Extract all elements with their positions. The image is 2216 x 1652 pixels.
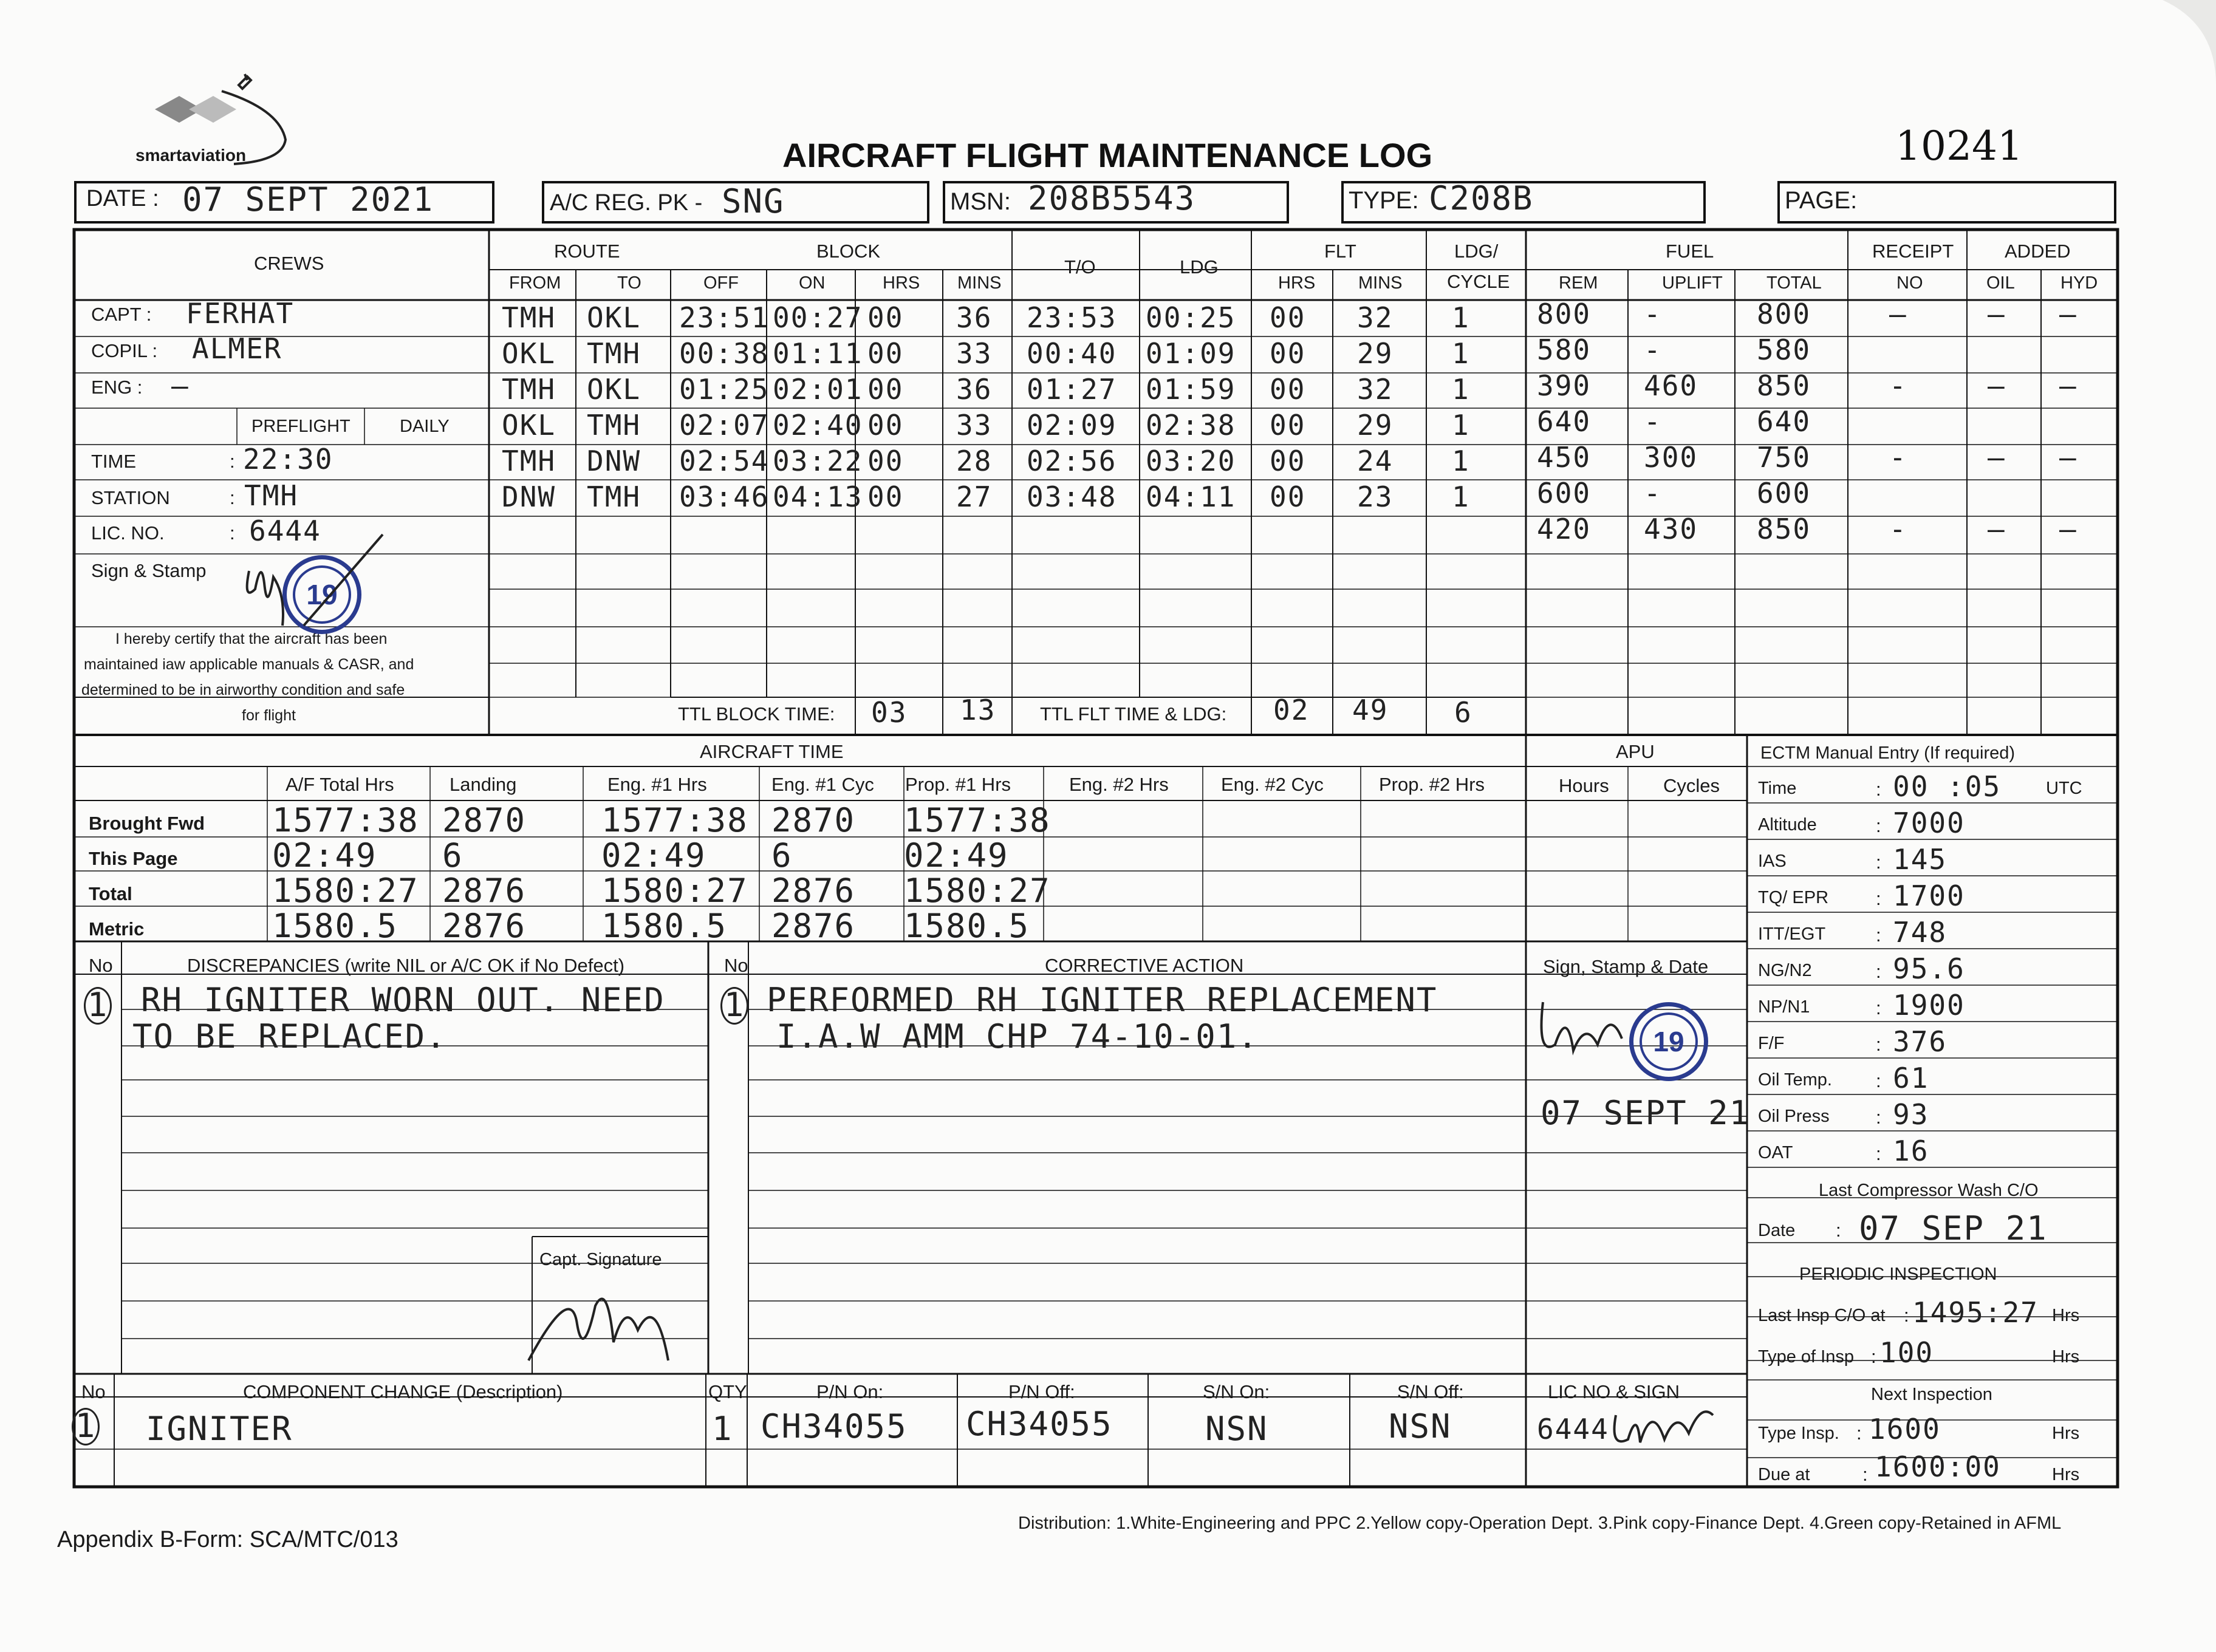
flight-ldg: 04:11 — [1146, 480, 1236, 513]
capt-value: FERHAT — [186, 297, 295, 330]
aircraft-time-header: Prop. #2 Hrs — [1379, 774, 1485, 795]
periodic-title: PERIODIC INSPECTION — [1799, 1265, 1997, 1284]
flight-mins: 33 — [956, 337, 993, 370]
col-crews: CREWS — [254, 253, 324, 274]
flight-flt_hrs: 00 — [1270, 445, 1306, 477]
flight-cycle: 1 — [1452, 373, 1470, 406]
col-from: FROM — [509, 273, 561, 293]
col-flt: FLT — [1324, 241, 1356, 262]
aircraft-time-header: A/F Total Hrs — [286, 774, 394, 795]
aircraft-time-value: 6 — [442, 836, 463, 875]
ectm-value: 00 :05 — [1893, 770, 2002, 803]
fuel-uplift: - — [1644, 405, 1662, 438]
flight-takeoff: 01:27 — [1027, 373, 1117, 406]
aircraft-time-label: AIRCRAFT TIME — [700, 741, 844, 762]
wash-date-colon: : — [1836, 1220, 1841, 1241]
flight-cycle: 1 — [1452, 409, 1470, 442]
msn-value: 208B5543 — [1028, 179, 1196, 217]
daily-label: DAILY — [400, 417, 450, 436]
comp-sn-on: NSN — [1205, 1410, 1268, 1448]
flight-flt_hrs: 00 — [1270, 301, 1306, 334]
flight-flt_hrs: 00 — [1270, 480, 1306, 513]
fuel-hyd: — — [2059, 298, 2078, 330]
ectm-colon: : — [1876, 924, 1881, 946]
flight-from: OKL — [502, 337, 556, 370]
capt-signature-label: Capt. Signature — [539, 1250, 662, 1269]
flight-hrs: 00 — [867, 373, 904, 406]
ectm-label: Time — [1758, 779, 1797, 798]
flight-hrs: 00 — [867, 480, 904, 513]
date-label: DATE : — [86, 186, 159, 211]
flight-ldg: 01:09 — [1146, 337, 1236, 370]
fuel-total: 850 — [1757, 513, 1811, 545]
corr-header: CORRECTIVE ACTION — [1045, 955, 1244, 976]
col-fuel: FUEL — [1666, 241, 1714, 262]
type-insp-label: Type of Insp — [1758, 1347, 1854, 1367]
ectm-colon: : — [1876, 779, 1881, 800]
flight-takeoff: 00:40 — [1027, 337, 1117, 370]
fuel-total: 580 — [1757, 333, 1811, 366]
last-insp-label: Last Insp C/O at — [1758, 1306, 1886, 1325]
distribution-note: Distribution: 1.White-Engineering and PPC 2.Yellow copy-Operation Dept. 3.Pink copy-Finance Dept. 4.Green copy-Retained in AFML — [1018, 1514, 2062, 1533]
comp-item-no: 1 — [72, 1408, 100, 1445]
aircraft-time-value: 1577:38 — [272, 801, 419, 839]
ectm-colon: : — [1876, 1107, 1881, 1128]
aircraft-time-header: Landing — [450, 774, 517, 795]
aircraft-time-value: 2876 — [771, 872, 856, 910]
ectm-title: ECTM Manual Entry (If required) — [1760, 743, 2016, 763]
comp-pn-off-label: P/N Off: — [1008, 1381, 1075, 1402]
ectm-value: 16 — [1893, 1135, 1929, 1167]
aircraft-time-row-label: Total — [89, 883, 132, 904]
date-value: 07 SEPT 2021 — [182, 180, 434, 219]
aircraft-time-value: 2876 — [442, 907, 527, 945]
form-title: AIRCRAFT FLIGHT MAINTENANCE LOG — [782, 136, 1433, 174]
sign-date: 07 SEPT 21 — [1541, 1094, 1751, 1132]
ectm-colon: : — [1876, 961, 1881, 982]
flight-mins: 28 — [956, 445, 993, 477]
time-value: 22:30 — [243, 443, 333, 476]
fuel-uplift: 430 — [1644, 513, 1698, 545]
last-insp-unit: Hrs — [2052, 1306, 2080, 1325]
ectm-label: OAT — [1758, 1143, 1793, 1162]
flight-to: TMH — [587, 337, 641, 370]
comp-lic-no: 6444 — [1537, 1413, 1609, 1445]
due-at-value: 1600:00 — [1875, 1450, 2001, 1483]
ectm-label: Oil Temp. — [1758, 1070, 1832, 1090]
preflight-signature — [231, 522, 389, 632]
aircraft-time-value: 2870 — [771, 801, 856, 839]
fuel-rem: 640 — [1537, 405, 1592, 438]
lic-value: 6444 — [249, 514, 321, 547]
flight-flt_mins: 24 — [1357, 445, 1394, 477]
flight-off: 23:51 — [679, 301, 770, 334]
wash-date-value: 07 SEP 21 — [1859, 1209, 2048, 1248]
ectm-unit: UTC — [2046, 779, 2082, 798]
comp-header: COMPONENT CHANGE (Description) — [243, 1381, 563, 1402]
col-off: OFF — [703, 273, 739, 293]
aircraft-time-header: Eng. #2 Cyc — [1221, 774, 1324, 795]
fuel-total: 600 — [1757, 477, 1811, 510]
ectm-colon: : — [1876, 888, 1881, 909]
col-uplift: UPLIFT — [1662, 273, 1723, 293]
reg-label: A/C REG. PK - — [550, 190, 703, 216]
col-ldg: LDG — [1180, 256, 1219, 278]
ectm-value: 748 — [1893, 916, 1948, 949]
ectm-colon: : — [1876, 1143, 1881, 1164]
station-colon: : — [230, 487, 235, 508]
col-ldg-cycle-2: CYCLE — [1447, 271, 1510, 292]
corr-line-2: I.A.W AMM CHP 74-10-01. — [776, 1017, 1259, 1056]
type-insp-value: 100 — [1879, 1336, 1934, 1369]
aircraft-time-value: 1580.5 — [272, 907, 398, 945]
flight-takeoff: 02:09 — [1027, 409, 1117, 442]
flight-hrs: 00 — [867, 445, 904, 477]
flight-to: OKL — [587, 301, 641, 334]
due-at-unit: Hrs — [2052, 1465, 2080, 1484]
eng-label: ENG : — [91, 377, 143, 398]
flight-cycle: 1 — [1452, 445, 1470, 477]
flight-hrs: 00 — [867, 337, 904, 370]
flight-to: DNW — [587, 445, 641, 477]
fuel-receipt: - — [1889, 441, 1907, 474]
aircraft-time-value: 02:49 — [272, 836, 377, 875]
next-type-value: 1600 — [1869, 1413, 1941, 1445]
disc-header: DISCREPANCIES (write NIL or A/C OK if No Defect) — [187, 955, 625, 976]
ttl-ldg: 6 — [1454, 696, 1472, 729]
col-to: TO — [617, 273, 641, 293]
aircraft-time-header: Eng. #1 Cyc — [771, 774, 874, 795]
fuel-total: 850 — [1757, 369, 1811, 402]
ectm-colon: : — [1876, 815, 1881, 836]
next-insp-title: Next Inspection — [1871, 1385, 1992, 1404]
ectm-colon: : — [1876, 1070, 1881, 1091]
flight-cycle: 1 — [1452, 301, 1470, 334]
col-block: BLOCK — [816, 241, 881, 262]
flight-mins: 27 — [956, 480, 993, 513]
due-at-label: Due at — [1758, 1465, 1810, 1484]
ttl-block-label: TTL BLOCK TIME: — [678, 703, 835, 725]
station-label: STATION — [91, 487, 170, 508]
copil-value: ALMER — [192, 332, 282, 365]
ectm-value: 145 — [1893, 843, 1948, 876]
ttl-flt-label: TTL FLT TIME & LDG: — [1040, 703, 1227, 725]
fuel-uplift: 460 — [1644, 369, 1698, 402]
comp-lic-label: LIC NO & SIGN — [1548, 1381, 1680, 1402]
flight-to: TMH — [587, 409, 641, 442]
fuel-rem: 580 — [1537, 333, 1592, 366]
ectm-value: 95.6 — [1893, 952, 1965, 985]
disc-line-1: RH IGNITER WORN OUT. NEED — [141, 981, 665, 1019]
fuel-rem: 800 — [1537, 298, 1592, 330]
flight-flt_mins: 32 — [1357, 301, 1394, 334]
col-receipt: RECEIPT — [1872, 241, 1954, 262]
next-type-colon: : — [1856, 1422, 1862, 1444]
fuel-hyd: — — [2059, 369, 2078, 402]
aircraft-time-value: 1577:38 — [601, 801, 748, 839]
ectm-label: IAS — [1758, 852, 1787, 871]
col-flt-hrs: HRS — [1278, 273, 1316, 293]
flight-flt_hrs: 00 — [1270, 373, 1306, 406]
flight-off: 01:25 — [679, 373, 770, 406]
ectm-value: 7000 — [1893, 807, 1965, 839]
flight-takeoff: 03:48 — [1027, 480, 1117, 513]
flight-ldg: 03:20 — [1146, 445, 1236, 477]
due-at-colon: : — [1862, 1464, 1868, 1485]
col-hyd: HYD — [2060, 273, 2098, 293]
company-logo — [131, 67, 307, 173]
col-route: ROUTE — [554, 241, 620, 262]
col-mins: MINS — [957, 273, 1002, 293]
sign-stamp-date-header: Sign, Stamp & Date — [1543, 956, 1709, 977]
fuel-hyd: — — [2059, 513, 2078, 545]
fuel-uplift: - — [1644, 477, 1662, 510]
aircraft-time-value: 6 — [771, 836, 793, 875]
aircraft-time-value: 02:49 — [904, 836, 1009, 875]
fuel-uplift: - — [1644, 333, 1662, 366]
flight-mins: 33 — [956, 409, 993, 442]
apu-cycles: Cycles — [1663, 775, 1720, 796]
ttl-flt-mins: 49 — [1352, 694, 1389, 726]
type-insp-unit: Hrs — [2052, 1347, 2080, 1367]
comp-sn-on-label: S/N On: — [1203, 1381, 1270, 1402]
comp-pn-off: CH34055 — [966, 1405, 1113, 1443]
copil-label: COPIL : — [91, 340, 158, 361]
flight-on: 04:13 — [773, 480, 863, 513]
fuel-oil: — — [1988, 513, 2006, 545]
ectm-colon: : — [1876, 1034, 1881, 1055]
aircraft-time-value: 1577:38 — [904, 801, 1051, 839]
flight-cycle: 1 — [1452, 337, 1470, 370]
ectm-label: Oil Press — [1758, 1107, 1830, 1126]
fuel-oil: — — [1988, 369, 2006, 402]
capt-label: CAPT : — [91, 304, 152, 325]
disc-item-no: 1 — [84, 987, 112, 1025]
ectm-value: 1900 — [1893, 989, 1965, 1022]
ectm-label: NG/N2 — [1758, 961, 1812, 980]
type-insp-colon: : — [1871, 1346, 1876, 1367]
fuel-uplift: 300 — [1644, 441, 1698, 474]
lic-colon: : — [230, 522, 235, 544]
ttl-block-mins: 13 — [960, 694, 996, 726]
comp-qty: 1 — [712, 1410, 733, 1448]
certify-line-4: for flight — [242, 707, 296, 724]
type-value: C208B — [1429, 179, 1534, 217]
last-insp-colon: : — [1904, 1305, 1909, 1326]
flight-takeoff: 23:53 — [1027, 301, 1117, 334]
comp-sn-off-label: S/N Off: — [1397, 1381, 1464, 1402]
stamp-number: 19 — [306, 579, 338, 610]
col-receipt-no: NO — [1896, 273, 1923, 293]
flight-hrs: 00 — [867, 409, 904, 442]
comp-signature — [1610, 1391, 1719, 1452]
flight-flt_hrs: 00 — [1270, 337, 1306, 370]
flight-ldg: 02:38 — [1146, 409, 1236, 442]
fuel-uplift: - — [1644, 298, 1662, 330]
comp-pn-on: CH34055 — [761, 1407, 908, 1445]
fuel-total: 640 — [1757, 405, 1811, 438]
aircraft-time-value: 02:49 — [601, 836, 706, 875]
aircraft-time-header: Eng. #1 Hrs — [607, 774, 707, 795]
flight-off: 00:38 — [679, 337, 770, 370]
ectm-label: NP/N1 — [1758, 997, 1810, 1017]
flight-to: TMH — [587, 480, 641, 513]
ectm-value: 61 — [1893, 1062, 1929, 1094]
flight-from: DNW — [502, 480, 556, 513]
col-hrs: HRS — [883, 273, 920, 293]
ectm-colon: : — [1876, 997, 1881, 1019]
apu-label: APU — [1616, 741, 1655, 762]
aircraft-time-value: 1580:27 — [904, 872, 1051, 910]
flight-flt_mins: 32 — [1357, 373, 1394, 406]
flight-flt_mins: 23 — [1357, 480, 1394, 513]
aircraft-time-header: Prop. #1 Hrs — [905, 774, 1011, 795]
flight-flt_mins: 29 — [1357, 409, 1394, 442]
corr-item-no: 1 — [720, 987, 748, 1025]
fuel-total: 750 — [1757, 441, 1811, 474]
flight-off: 02:07 — [679, 409, 770, 442]
flight-off: 02:54 — [679, 445, 770, 477]
corr-line-1: PERFORMED RH IGNITER REPLACEMENT — [767, 981, 1438, 1019]
col-rem: REM — [1559, 273, 1598, 293]
ectm-label: Altitude — [1758, 815, 1817, 835]
aircraft-time-header: Eng. #2 Hrs — [1069, 774, 1169, 795]
flight-from: TMH — [502, 301, 556, 334]
ectm-value: 1700 — [1893, 879, 1965, 912]
flight-to: OKL — [587, 373, 641, 406]
aircraft-time-row-label: Metric — [89, 918, 145, 940]
time-colon: : — [230, 451, 235, 472]
flight-flt_hrs: 00 — [1270, 409, 1306, 442]
last-insp-value: 1495:27 — [1912, 1296, 2039, 1329]
aircraft-time-value: 1580.5 — [601, 907, 728, 945]
col-on: ON — [799, 273, 826, 293]
eng-value: — — [171, 369, 190, 402]
next-type-label: Type Insp. — [1758, 1424, 1839, 1443]
flight-cycle: 1 — [1452, 480, 1470, 513]
ectm-value: 93 — [1893, 1098, 1929, 1131]
col-added: ADDED — [2005, 241, 2071, 262]
corr-no-label: No — [724, 955, 748, 976]
ttl-block-hrs: 03 — [871, 696, 908, 729]
certify-line-1: I hereby certify that the aircraft has been — [115, 630, 388, 647]
msn-label: MSN: — [950, 188, 1011, 215]
flight-ldg: 01:59 — [1146, 373, 1236, 406]
fuel-oil: — — [1988, 298, 2006, 330]
flight-on: 03:22 — [773, 445, 863, 477]
flight-on: 01:11 — [773, 337, 863, 370]
fuel-total: 800 — [1757, 298, 1811, 330]
comp-qty-label: QTY — [708, 1381, 747, 1402]
fuel-rem: 390 — [1537, 369, 1592, 402]
doc-number: 10241 — [1895, 123, 2023, 169]
page-label: PAGE: — [1785, 187, 1858, 214]
aircraft-time-value: 1580.5 — [904, 907, 1030, 945]
fuel-rem: 420 — [1537, 513, 1592, 545]
form-id: Appendix B-Form: SCA/MTC/013 — [57, 1527, 398, 1552]
flight-flt_mins: 29 — [1357, 337, 1394, 370]
time-label: TIME — [91, 451, 137, 472]
fuel-rem: 450 — [1537, 441, 1592, 474]
col-takeoff: T/O — [1064, 256, 1096, 278]
aircraft-time-value: 2870 — [442, 801, 527, 839]
disc-no-label: No — [89, 955, 113, 976]
capt-signature — [522, 1269, 692, 1373]
flight-hrs: 00 — [867, 301, 904, 334]
flight-on: 02:01 — [773, 373, 863, 406]
flight-on: 02:40 — [773, 409, 863, 442]
aircraft-time-row-label: Brought Fwd — [89, 813, 205, 834]
ectm-label: F/F — [1758, 1034, 1785, 1053]
next-type-unit: Hrs — [2052, 1424, 2080, 1443]
col-ldg-cycle-1: LDG/ — [1454, 241, 1499, 262]
flight-from: TMH — [502, 373, 556, 406]
wash-date-label: Date — [1758, 1221, 1796, 1240]
fuel-receipt: - — [1889, 369, 1907, 402]
sign-stamp-label: Sign & Stamp — [91, 560, 207, 581]
fuel-receipt: — — [1889, 298, 1907, 330]
comp-sn-off: NSN — [1389, 1407, 1452, 1445]
apu-hours: Hours — [1559, 775, 1609, 796]
ectm-colon: : — [1876, 852, 1881, 873]
aircraft-time-value: 2876 — [442, 872, 527, 910]
fuel-hyd: — — [2059, 441, 2078, 474]
flight-mins: 36 — [956, 373, 993, 406]
preflight-label: PREFLIGHT — [251, 417, 351, 436]
comp-pn-on-label: P/N On: — [816, 1381, 884, 1402]
col-flt-mins: MINS — [1358, 273, 1403, 293]
certify-line-3: determined to be in airworthy condition and safe — [81, 681, 405, 698]
comp-no-label: No — [81, 1381, 106, 1402]
col-total: TOTAL — [1766, 273, 1822, 293]
fuel-rem: 600 — [1537, 477, 1592, 510]
flight-from: OKL — [502, 409, 556, 442]
ectm-label: ITT/EGT — [1758, 924, 1826, 944]
lic-label: LIC. NO. — [91, 522, 165, 544]
logo-text: smartaviation — [135, 146, 247, 165]
flight-ldg: 00:25 — [1146, 301, 1236, 334]
certify-line-2: maintained iaw applicable manuals & CASR, and — [84, 656, 414, 673]
ectm-value: 376 — [1893, 1025, 1948, 1058]
engineer-stamp-number: 19 — [1653, 1026, 1684, 1057]
disc-line-2: TO BE REPLACED. — [132, 1017, 447, 1056]
flight-mins: 36 — [956, 301, 993, 334]
flight-takeoff: 02:56 — [1027, 445, 1117, 477]
ttl-flt-hrs: 02 — [1273, 694, 1310, 726]
engineer-signature — [1531, 984, 1652, 1069]
aircraft-time-value: 1580:27 — [272, 872, 419, 910]
type-label: TYPE: — [1349, 187, 1419, 214]
flight-off: 03:46 — [679, 480, 770, 513]
station-value: TMH — [244, 479, 299, 512]
ectm-label: TQ/ EPR — [1758, 888, 1829, 907]
fuel-receipt: - — [1889, 513, 1907, 545]
flight-from: TMH — [502, 445, 556, 477]
flight-on: 00:27 — [773, 301, 863, 334]
fuel-oil: — — [1988, 441, 2006, 474]
reg-value: SNG — [722, 182, 785, 220]
col-oil: OIL — [1986, 273, 2015, 293]
aircraft-time-row-label: This Page — [89, 848, 178, 869]
comp-description: IGNITER — [146, 1410, 293, 1448]
wash-title: Last Compressor Wash C/O — [1819, 1181, 2039, 1200]
aircraft-time-value: 1580:27 — [601, 872, 748, 910]
aircraft-time-value: 2876 — [771, 907, 856, 945]
